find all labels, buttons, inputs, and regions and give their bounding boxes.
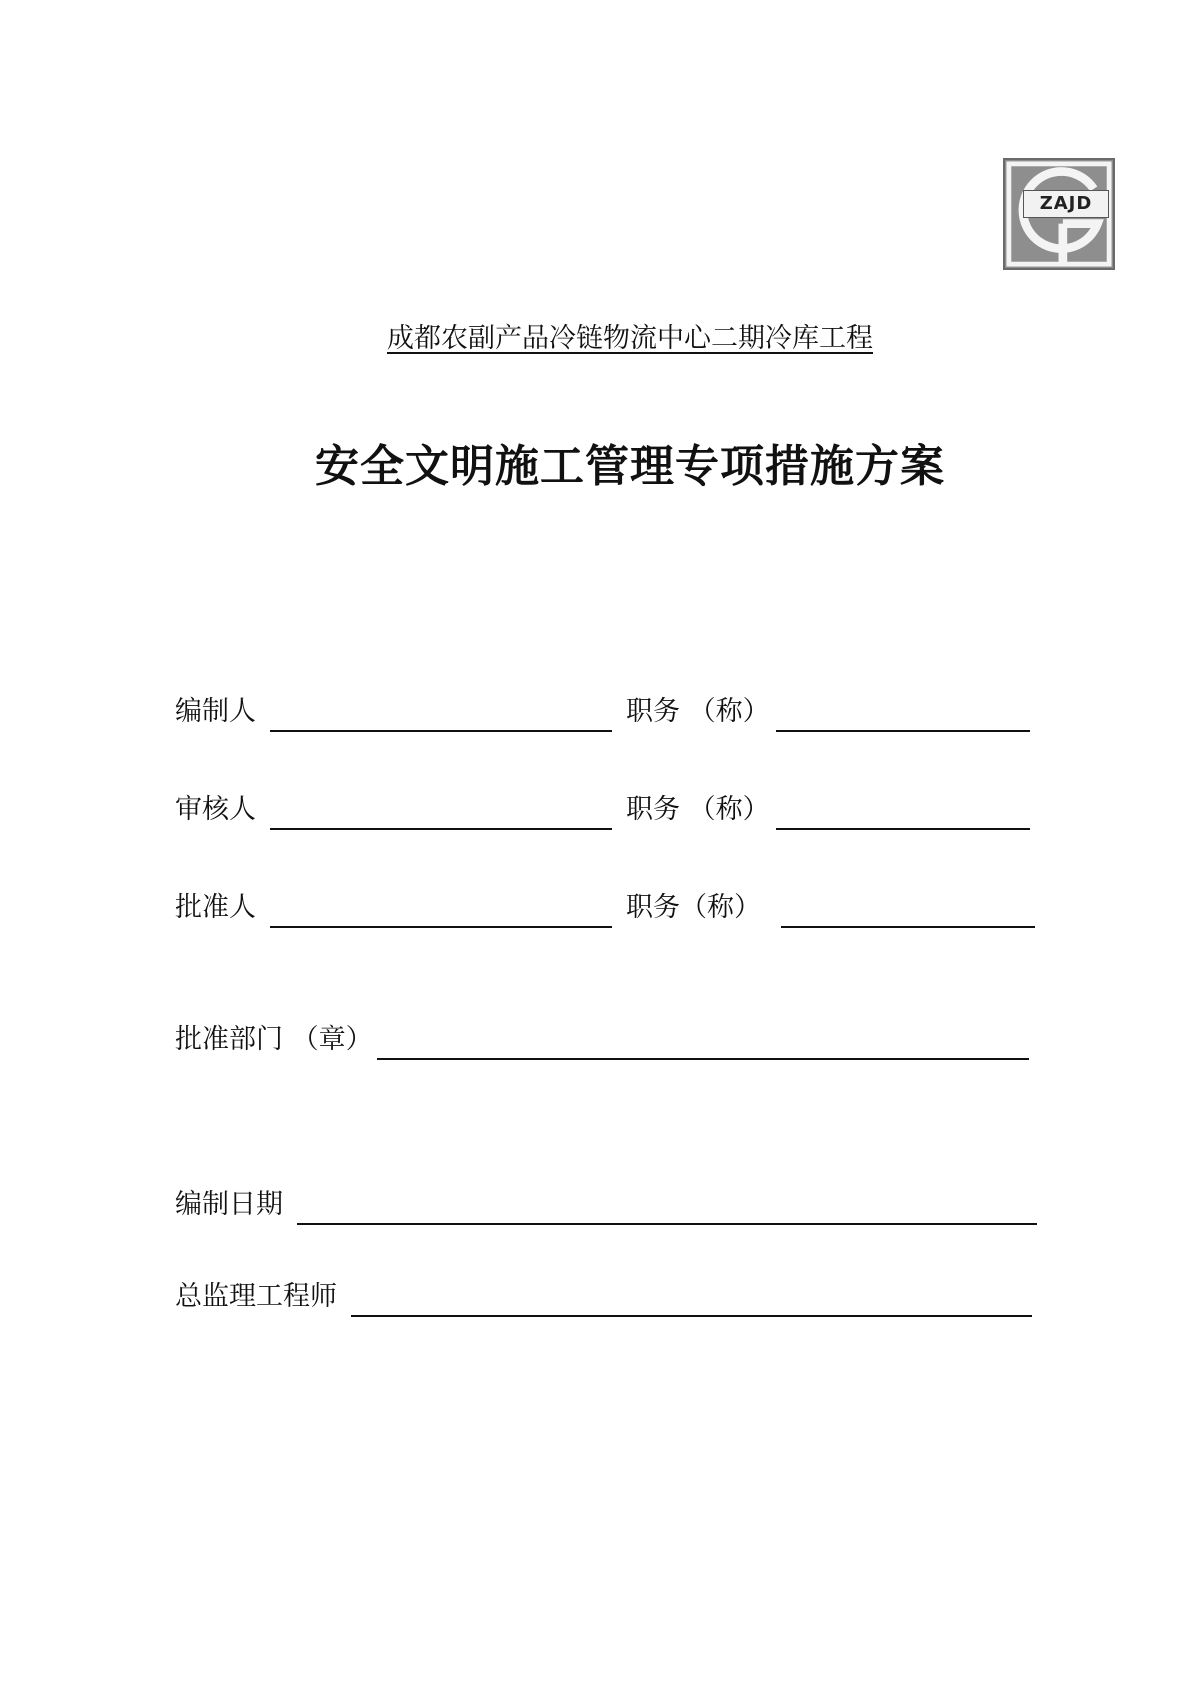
company-logo: [1003, 158, 1115, 270]
logo-text: ZAJD: [1023, 190, 1109, 218]
approver-position-line[interactable]: [781, 898, 1035, 928]
signature-row-preparer: [175, 692, 1030, 732]
approver-position-label: 职务（称）: [626, 892, 761, 923]
approver-label: 批准人: [175, 892, 256, 923]
document-title: 安全文明施工管理专项措施方案: [315, 441, 945, 492]
date-line[interactable]: [297, 1195, 1037, 1225]
preparer-position-line[interactable]: [776, 702, 1030, 732]
preparer-line[interactable]: [270, 702, 612, 732]
department-row: [175, 1020, 1029, 1060]
supervisor-line[interactable]: [351, 1287, 1032, 1317]
department-line[interactable]: [377, 1030, 1029, 1060]
project-title-wrap: [0, 316, 1200, 355]
approver-line[interactable]: [270, 898, 612, 928]
department-label: 批准部门 （章）: [175, 1024, 373, 1055]
reviewer-position-line[interactable]: [776, 800, 1030, 830]
reviewer-line[interactable]: [270, 800, 612, 830]
supervisor-label: 总监理工程师: [175, 1281, 337, 1312]
reviewer-label: 审核人: [175, 794, 256, 825]
reviewer-position-label: 职务 （称）: [626, 794, 770, 825]
date-row: [175, 1185, 1037, 1225]
signature-row-approver: [175, 888, 1035, 928]
supervisor-row: [175, 1277, 1032, 1317]
preparer-label: 编制人: [175, 696, 256, 727]
preparer-position-label: 职务 （称）: [626, 696, 770, 727]
date-label: 编制日期: [175, 1189, 283, 1220]
signature-row-reviewer: [175, 790, 1030, 830]
project-title: 成都农副产品冷链物流中心二期冷库工程: [387, 323, 873, 354]
